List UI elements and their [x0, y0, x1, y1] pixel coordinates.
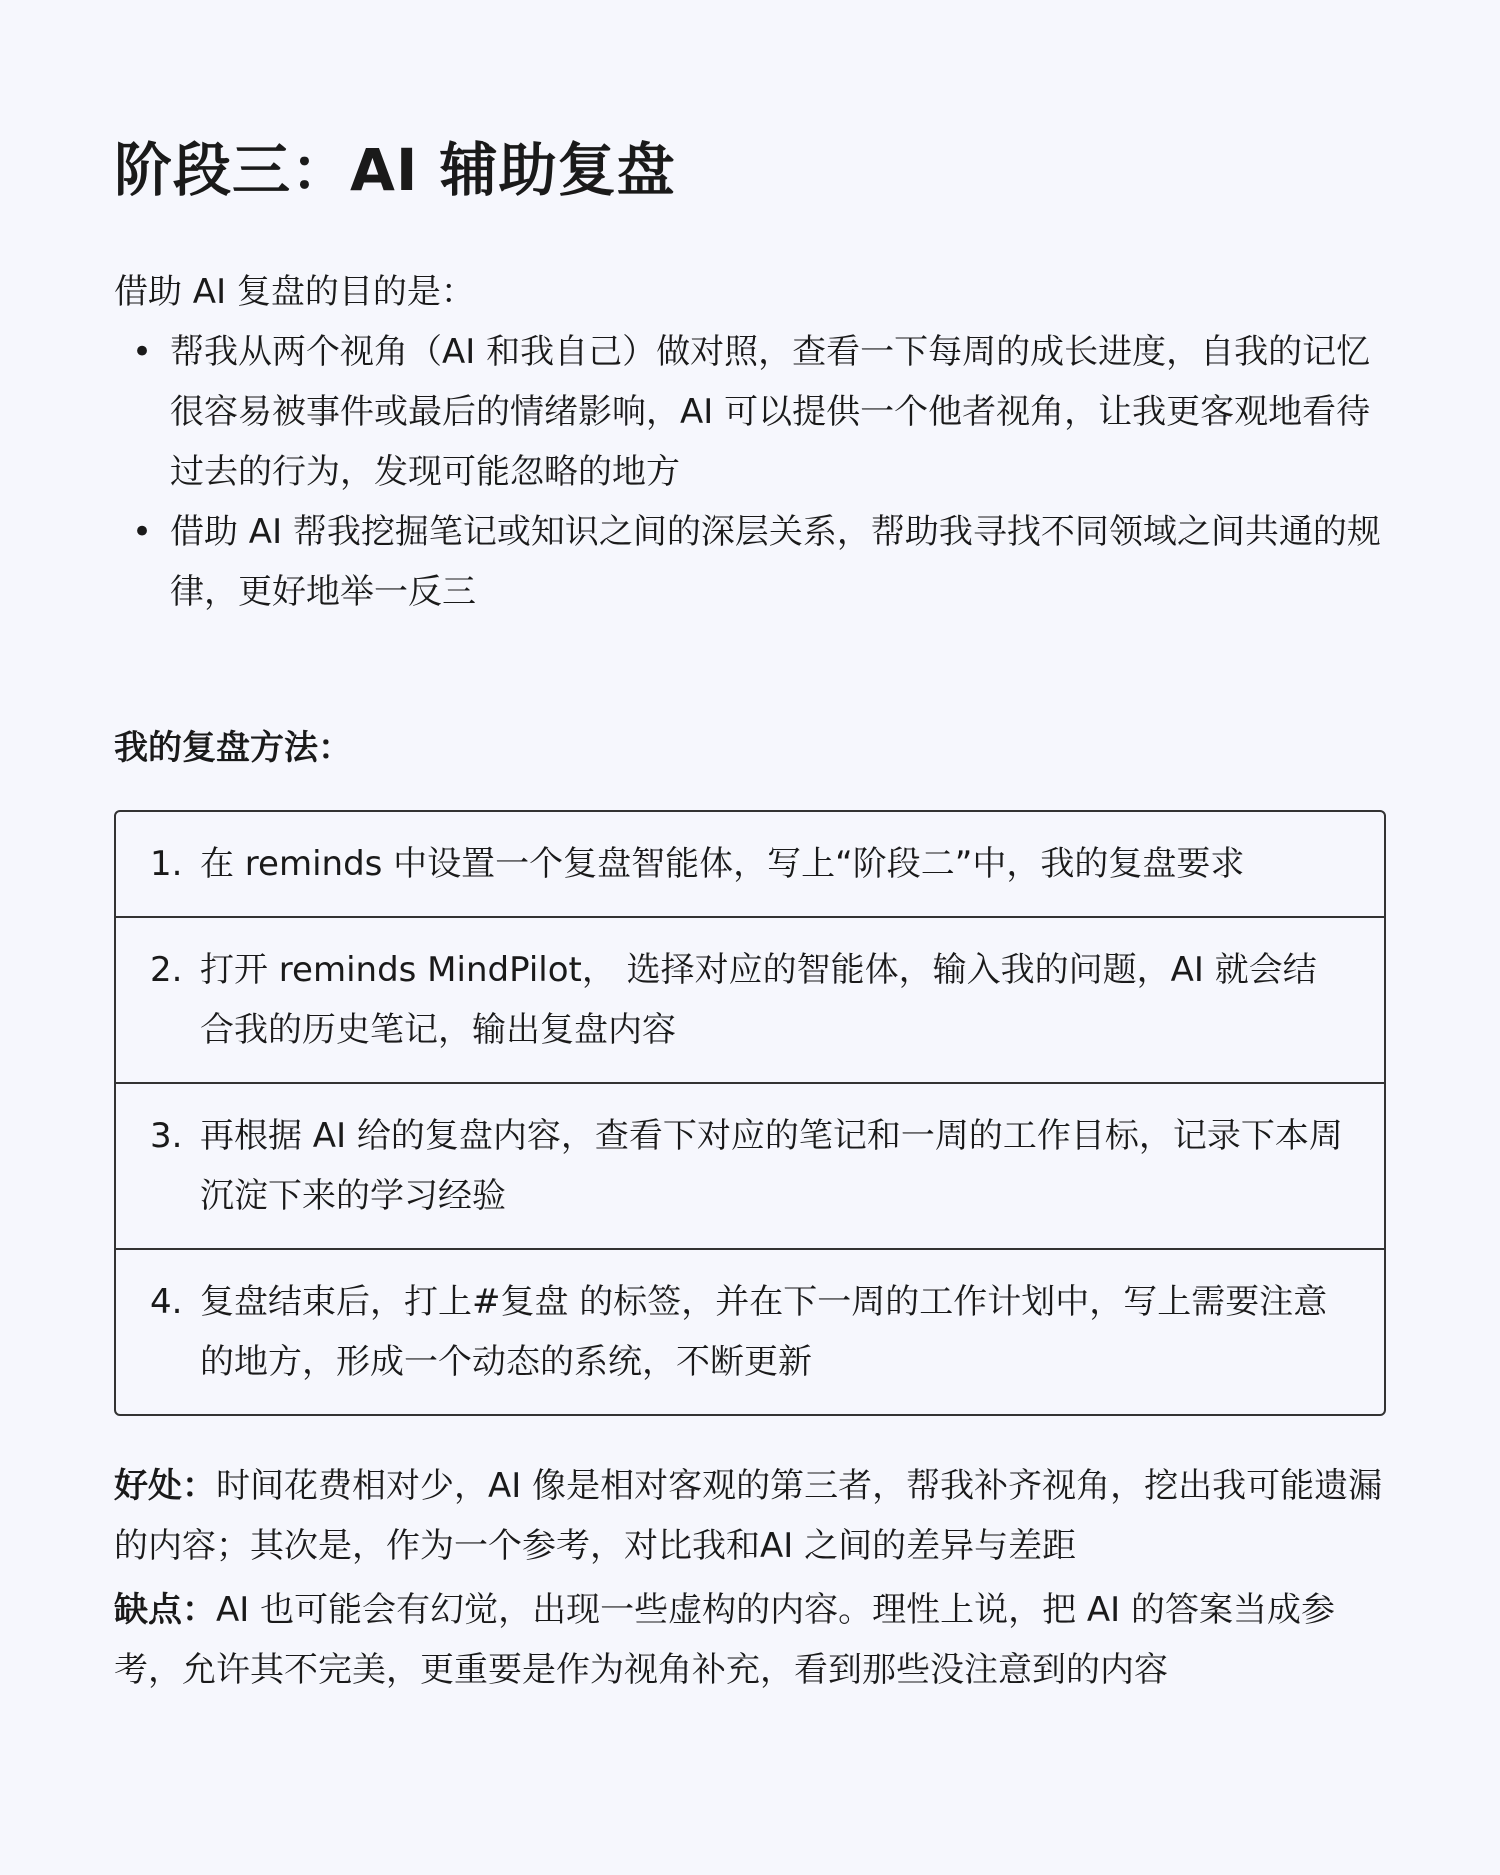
- pros-cons-section: [114, 1456, 1386, 1700]
- list-item: [114, 322, 1386, 502]
- step-text: 在 reminds 中设置一个复盘智能体，写上“阶段二”中，我的复盘要求: [200, 844, 1245, 884]
- step-number: 2.: [150, 950, 183, 990]
- method-heading: 我的复盘方法：: [114, 728, 352, 768]
- step-text: 再根据 AI 给的复盘内容，查看下对应的笔记和一周的工作目标，记录下本周沉淀下来的学习经验: [200, 1116, 1343, 1216]
- intro-section: [114, 262, 1386, 622]
- bullet-icon: •: [132, 332, 153, 372]
- list-item: [114, 502, 1386, 622]
- drawbacks-text: AI 也可能会有幻觉，出现一些虚构的内容。理性上说，把 AI 的答案当成参考，允许其不完美，更重要是作为视角补充，看到那些没注意到的内容: [114, 1590, 1335, 1690]
- step-row: [116, 1250, 1384, 1414]
- step-text: 打开 reminds MindPilot， 选择对应的智能体，输入我的问题，AI 就会结合我的历史笔记，输出复盘内容: [200, 950, 1317, 1050]
- drawbacks-label: 缺点：: [114, 1590, 216, 1630]
- intro-text: 借助 AI 复盘的目的是：: [114, 272, 475, 312]
- step-row: [116, 918, 1384, 1084]
- benefits-text: 时间花费相对少，AI 像是相对客观的第三者，帮我补齐视角，挖出我可能遗漏的内容；其次是，作为一个参考，对比我和AI 之间的差异与差距: [114, 1466, 1383, 1566]
- benefits-label: 好处：: [114, 1466, 216, 1506]
- step-number: 1.: [150, 844, 183, 884]
- goal-text: 借助 AI 帮我挖掘笔记或知识之间的深层关系，帮助我寻找不同领域之间共通的规律，更好地举一反三: [170, 512, 1381, 612]
- method-steps-box: [114, 810, 1386, 1416]
- step-number: 4.: [150, 1282, 183, 1322]
- goal-text: 帮我从两个视角（AI 和我自己）做对照，查看一下每周的成长进度，自我的记忆很容易被事件或最后的情绪影响，AI 可以提供一个他者视角，让我更客观地看待过去的行为，发现可能忽略的地方: [170, 332, 1371, 492]
- drawbacks-paragraph: [114, 1580, 1386, 1700]
- goal-list: [114, 322, 1386, 622]
- step-text: 复盘结束后，打上#复盘 的标签，并在下一周的工作计划中，写上需要注意的地方，形成一个动态的系统，不断更新: [200, 1282, 1328, 1382]
- step-row: [116, 812, 1384, 918]
- step-row: [116, 1084, 1384, 1250]
- benefits-paragraph: [114, 1456, 1386, 1576]
- step-number: 3.: [150, 1116, 183, 1156]
- page-title: 阶段三：AI 辅助复盘: [114, 136, 676, 204]
- bullet-icon: •: [132, 512, 153, 552]
